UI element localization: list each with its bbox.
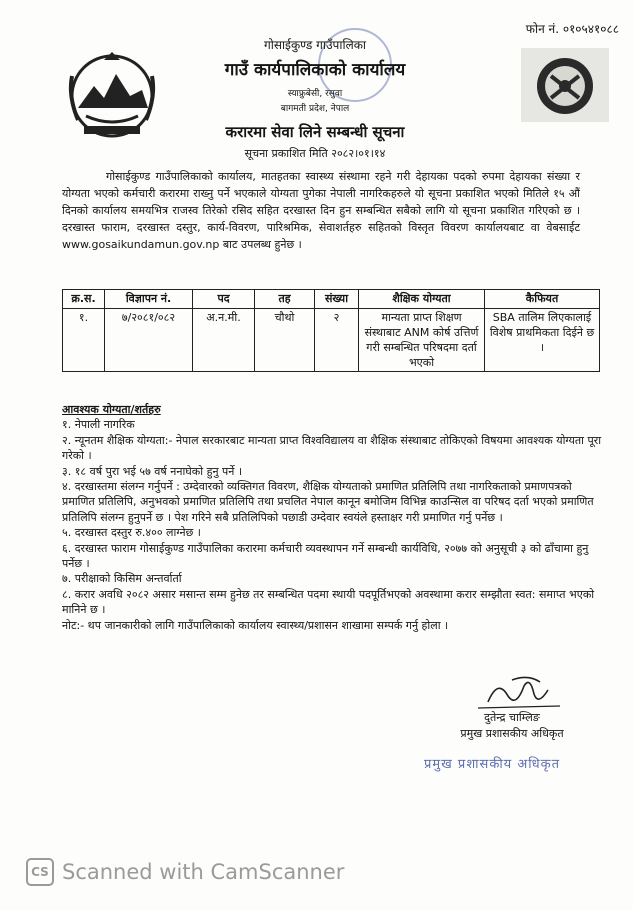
- requirement-item: ८. करार अवधि २०८२ असार मसान्त सम्म हुनेछ तर सम्बन्धित पदमा स्थायी पदपूर्तिभएको अवस्थामा करार सम्झौता स्वत: समाप्त भएको मानिने छ ।: [62, 587, 595, 617]
- header-post: पद: [193, 290, 255, 309]
- letterhead: [160, 36, 470, 161]
- municipality-name: गोसाईकुण्ड गाउँपालिका: [263, 38, 367, 52]
- designation-stamp: प्रमुख प्रशासकीय अधिकृत: [424, 757, 561, 772]
- header-serial: क्र.स.: [63, 290, 105, 309]
- province-name: बागमती प्रदेश, नेपाल: [280, 104, 350, 114]
- cell-ad-number: ७/२०८१/०८२: [105, 309, 193, 372]
- cell-level: चौथो: [255, 309, 315, 372]
- vacancy-table: [62, 289, 600, 372]
- requirement-item: १. नेपाली नागरिक: [62, 418, 135, 432]
- office-name: गाउँ कार्यपालिकाको कार्यालय: [224, 60, 406, 80]
- requirement-note: नोट:- थप जानकारीको लागि गाउँपालिकाको कार्यालय स्वास्थ्य/प्रशासन शाखामा सम्पर्क गर्नु होला ।: [62, 618, 449, 632]
- header-count: संख्या: [315, 290, 359, 309]
- header-ad-number: विज्ञापन नं.: [105, 290, 193, 309]
- publish-date: सूचना प्रकाशित मिति २०८२।०१।१४: [244, 147, 386, 160]
- notice-title: करारमा सेवा लिने सम्बन्धी सूचना: [225, 123, 405, 141]
- requirement-item: ६. दरखास्त फाराम गोसाईकुण्ड गाउँपालिका करारमा कर्मचारी व्यवस्थापन गर्ने सम्बन्धी कार्यविधि, २०७७ को अनुसूची ३ को ढाँचामा हुनु पर्नेछ ।: [62, 541, 589, 571]
- cell-remarks: SBA तालिम लिएकालाई विशेष प्राथमिकता दिईने छ ।: [485, 309, 600, 372]
- requirement-item: ७. परीक्षाको किसिम अन्तर्वार्ता: [62, 572, 182, 586]
- office-location: स्याफ्रुबेसी, रसुवा: [287, 89, 343, 99]
- requirement-item: २. न्यूनतम शैक्षिक योग्यता:- नेपाल सरकारबाट मान्यता प्राप्त विश्वविद्यालय वा शैक्षिक संस्थाबाट तोकिएको विषयमा आवश्यक योग्यता पूरा गरेको ।: [62, 433, 602, 463]
- cell-post: अ.न.मी.: [193, 309, 255, 372]
- cell-count: २: [315, 309, 359, 372]
- table-row: [63, 309, 600, 372]
- cell-serial: १.: [63, 309, 105, 372]
- requirement-item: ५. दरखास्त दस्तुर रु.४०० लाग्नेछ ।: [62, 526, 201, 540]
- signer-block: [432, 710, 592, 742]
- requirement-item: ३. १८ वर्ष पुरा भई ५७ वर्ष ननाघेको हुनु पर्ने ।: [62, 464, 243, 478]
- municipality-logo-icon: [521, 48, 609, 122]
- signature-mark: [468, 672, 588, 714]
- notice-paragraph: गोसाईकुण्ड गाउँपालिकाको कार्यालय, मातहतका स्वास्थ्य संस्थामा रहने गरी देहायका पदको रुपमा देहायका संख्या र योग्यता भएको कर्मचारी करारमा राख्नु पर्ने भएकाले योग्यता पुगेका नेपाली नागरिकहरुले यो सूचना प्रकाशित भएको मितिले १५ औं दिनको कार्यालय समयभित्र राजस्व तिरेको रसिद सहित दरखास्त दिन हुन सम्बन्धित सबैको लागि यो सूचना प्रकाशित गरिएको छ । दरखास्त फाराम, दरखास्त दस्तुर, कार्य-विवरण, पारिश्रमिक, सेवाशर्तहरु सहितको विस्तृत विवरण कार्यालयबाट वा वेबसाईट www.gosaikundamun.gov.np बाट उपलब्ध हुनेछ ।: [62, 170, 580, 251]
- table-header-row: [63, 290, 600, 309]
- nepal-emblem-icon: [64, 46, 160, 140]
- phone-number: फोन नं. ०१०५४१०८८: [525, 22, 619, 36]
- requirements-title: आवश्यक योग्यता/शर्तहरु: [62, 403, 161, 416]
- camscanner-logo-icon: CS: [26, 858, 54, 886]
- camscanner-watermark: [26, 858, 344, 886]
- signer-name: दुतेन्द्र चाम्लिङ: [484, 711, 540, 724]
- camscanner-text: Scanned with CamScanner: [62, 860, 345, 884]
- requirements-section: [62, 402, 602, 633]
- header-qualification: शैक्षिक योग्यता: [359, 290, 485, 309]
- cell-qualification: मान्यता प्राप्त शिक्षण संस्थाबाट ANM कोर्ष उत्तिर्ण गरी सम्बन्धित परिषदमा दर्ता भएको: [359, 309, 485, 372]
- header-level: तह: [255, 290, 315, 309]
- requirement-item: ४. दरखास्तमा संलग्न गर्नुपर्ने : उम्देवारको व्यक्तिगत विवरण, शैक्षिक योग्यताको प्रमाणित प्रतिलिपि तथा नागरिकताको प्रमाणपत्रको प्रमाणित प्रतिलिपि, अनुभवको प्रमाणित प्रतिलिपि तथा प्रचलित नेपाल कानून बमोजिम विभिन्न काउन्सिल वा परिषद दर्ता भएको प्रमाणित प्रतिलिपि संलग्न हुनुपर्ने छ । पेश गरिने सबै प्रतिलिपिको पछाडी उम्देवार स्वयंले हस्ताक्षर गरी प्रमाणित गर्नु पर्नेछ ।: [62, 480, 594, 524]
- signer-title: प्रमुख प्रशासकीय अधिकृत: [460, 727, 564, 740]
- header-remarks: कैफियत: [485, 290, 600, 309]
